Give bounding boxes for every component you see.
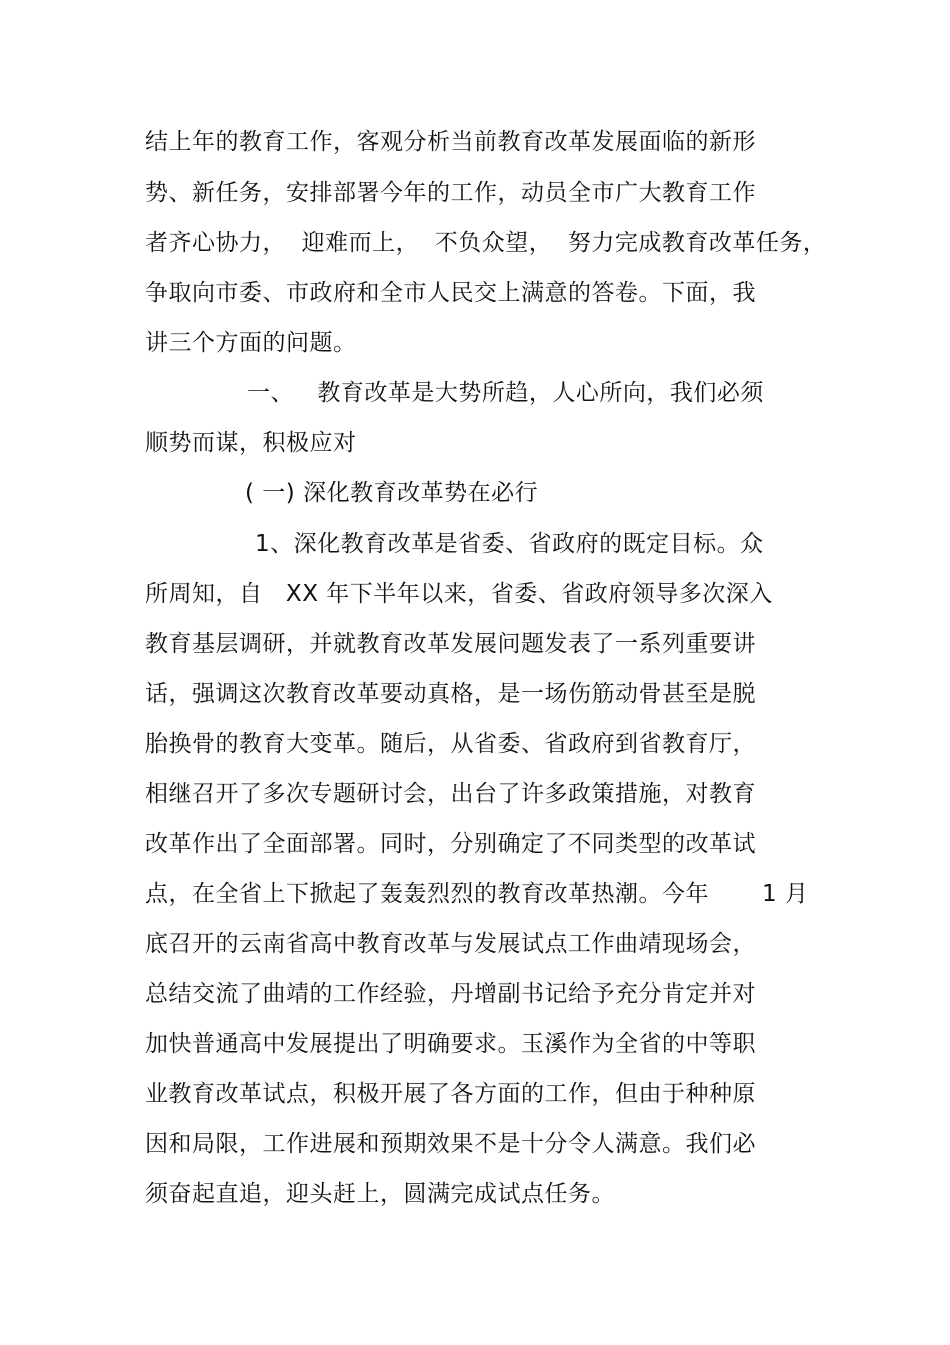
text-line: 因和局限，工作进展和预期效果不是十分令人满意。我们必 — [145, 1131, 756, 1157]
text-line: 讲三个方面的问题。 — [145, 330, 357, 356]
text-line: 势、新任务，安排部署今年的工作，动员全市广大教育工作 — [145, 180, 756, 206]
text-line: 须奋起直追，迎头赶上，圆满完成试点任务。 — [145, 1181, 615, 1207]
subsection-heading: ( 一) 深化教育改革势在必行 — [245, 480, 539, 506]
text-line: 底召开的云南省高中教育改革与发展试点工作曲靖现场会， — [145, 931, 756, 957]
text-line: 话，强调这次教育改革要动真格，是一场伤筋动骨甚至是脱 — [145, 681, 756, 707]
text-line-fragment: 1 月 — [762, 881, 809, 907]
text-line: 相继召开了多次专题研讨会，出台了许多政策措施，对教育 — [145, 781, 756, 807]
text-line: 点，在全省上下掀起了轰轰烈烈的教育改革热潮。今年 — [145, 881, 709, 907]
section-heading: 一、 教育改革是大势所趋，人心所向，我们必须 — [247, 380, 764, 406]
text-line: 者齐心协力， 迎难而上， 不负众望， 努力完成教育改革任务， — [145, 230, 827, 256]
text-line: 改革作出了全面部署。同时，分别确定了不同类型的改革试 — [145, 831, 756, 857]
text-line: 加快普通高中发展提出了明确要求。玉溪作为全省的中等职 — [145, 1031, 756, 1057]
section-heading-continued: 顺势而谋，积极应对 — [145, 430, 357, 456]
text-line: 胎换骨的教育大变革。随后，从省委、省政府到省教育厅， — [145, 731, 756, 757]
text-line: 结上年的教育工作，客观分析当前教育改革发展面临的新形 — [145, 129, 756, 155]
text-line: 争取向市委、市政府和全市人民交上满意的答卷。下面，我 — [145, 280, 756, 306]
text-line: 所周知，自 XX 年下半年以来，省委、省政府领导多次深入 — [145, 581, 773, 607]
text-line: 总结交流了曲靖的工作经验，丹增副书记给予充分肯定并对 — [145, 981, 756, 1007]
paragraph-start: 1、深化教育改革是省委、省政府的既定目标。众 — [255, 531, 764, 557]
text-line: 教育基层调研，并就教育改革发展问题发表了一系列重要讲 — [145, 631, 756, 657]
text-line: 业教育改革试点，积极开展了各方面的工作，但由于种种原 — [145, 1081, 756, 1107]
